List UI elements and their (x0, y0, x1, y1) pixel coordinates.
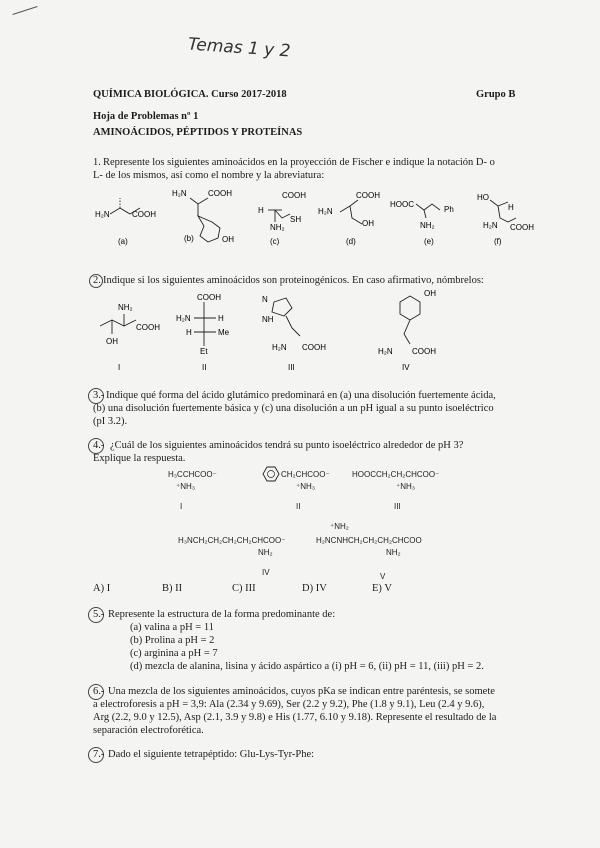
q4-structure-IV: H₃NCH₂CH₂CH₂CH₂CHCOO⁻ (178, 536, 286, 545)
label-IV: IV (402, 363, 410, 372)
q3-line-1: Indique qué forma del ácido glutámico predominará en (a) una disolución fuertemente ácida, (106, 390, 496, 401)
q7-text: Dado el siguiente tetrapéptido: Glu-Lys-Tyr-Phe: (108, 749, 315, 760)
I-oh: OH (106, 337, 118, 346)
e-ph: Ph (444, 205, 454, 214)
option-a: A) I (93, 583, 111, 594)
q4-roman-V: V (380, 572, 386, 581)
q2-structures (90, 288, 470, 376)
q5-item-b: (b) Prolina a pH = 2 (130, 635, 215, 646)
II-me: Me (218, 328, 230, 337)
label-f: (f) (494, 237, 502, 246)
II-h1: H (218, 314, 224, 323)
structure-III (272, 298, 300, 336)
label-b: (b) (184, 234, 194, 243)
q4-structure-IV-sub: NH₂ (258, 548, 273, 557)
c-h: H (258, 206, 264, 215)
label-d: (d) (346, 237, 356, 246)
I-nh2: NH₂ (118, 303, 133, 312)
d-h2n: H₂N (318, 207, 333, 216)
II-h2: H (186, 328, 192, 337)
pen-mark (12, 6, 37, 15)
b-h2n: H₂N (172, 189, 187, 198)
q1-text-2: L- de los mismos, así como el nombre y la abreviatura: (93, 170, 325, 181)
IV-cooh: COOH (412, 347, 436, 356)
q4-line-1: ¿Cuál de los siguientes aminoácidos tendrá su punto isoeléctrico alrededor de pH 3? (110, 440, 464, 451)
c-sh: SH (290, 215, 302, 224)
label-II: II (202, 363, 207, 372)
structure-IV (400, 296, 420, 344)
q1-text-1: Represente los siguientes aminoácidos en la proyección de Fischer e indique la notación D- o (103, 157, 495, 168)
sheet-title: Hoja de Problemas nº 1 (93, 111, 199, 122)
option-c: C) III (232, 583, 256, 594)
q3-line-2: (b) una disolución fuertemente básica y (c) una disolución a un pH igual a su punto isoeléctrico (93, 403, 494, 414)
label-c: (c) (270, 237, 280, 246)
II-h2n: H₂N (176, 314, 191, 323)
q4-structure-V-sub: NH₂ (386, 548, 401, 557)
q3-line-3: (pI 3.2). (93, 416, 128, 427)
q4-line-2: Explique la respuesta. (93, 453, 186, 464)
q6-line-4: separación electroforética. (93, 725, 204, 736)
IV-oh: OH (424, 289, 436, 298)
f-ho: HO (477, 193, 489, 202)
q4-structure-III-sub: ⁺NH₃ (396, 482, 416, 491)
q4-roman-IV: IV (262, 568, 270, 577)
q6-line-3: Arg (2.2, 9.0 y 12.5), Asp (2.1, 3.9 y 9.8) e His (1.77, 6.10 y 9.18). Represente el resultado de la (93, 712, 497, 723)
f-h2n: H₂N (483, 221, 498, 230)
q4-structure-I-sub: ⁺NH₃ (176, 482, 196, 491)
e-nh2: NH₂ (420, 221, 435, 230)
III-n: N (262, 295, 268, 304)
e-hooc: HOOC (390, 200, 414, 209)
d-cooh: COOH (356, 191, 380, 200)
q4-roman-II: II (296, 502, 301, 511)
c-cooh: COOH (282, 191, 306, 200)
label-III: III (288, 363, 295, 372)
course-title: QUÍMICA BIOLÓGICA. Curso 2017-2018 (93, 89, 287, 100)
q4-roman-I: I (180, 502, 183, 511)
q4-structure-III: HOOCCH₂CH₂CHCOO⁻ (352, 470, 440, 479)
IV-h2n: H₂N (378, 347, 393, 356)
option-e: E) V (372, 583, 392, 594)
q6-line-2: a electroforesis a pH = 3,9: Ala (2.34 y 9.69), Ser (2.2 y 9.2), Phe (1.8 y 9.1), Leu (2.4 y 9.6), (93, 699, 485, 710)
label-I: I (118, 363, 121, 372)
q5-item-a: (a) valina a pH = 11 (130, 622, 214, 633)
structure-c (268, 210, 290, 222)
a-h2n: H₂N (95, 210, 110, 219)
group-label: Grupo B (476, 89, 516, 100)
structure-I (100, 314, 136, 334)
structure-e (416, 204, 440, 218)
q5-text: Represente la estructura de la forma predominante de: (108, 609, 336, 620)
handwritten-note: Temas 1 y 2 (187, 34, 292, 62)
III-cooh: COOH (302, 343, 326, 352)
label-e: (e) (424, 237, 434, 246)
q4-roman-III: III (394, 502, 401, 511)
q1-number: 1. (93, 157, 101, 168)
structure-II (194, 302, 216, 346)
q4-structure-V: H₂NCNHCH₂CH₂CH₂CHCOO (316, 536, 422, 545)
label-a: (a) (118, 237, 128, 246)
q5-number: 5.- (93, 609, 105, 620)
structure-b (190, 198, 220, 242)
a-cooh: COOH (132, 210, 156, 219)
d-oh: OH (362, 219, 374, 228)
q6-line-1: Una mezcla de los siguientes aminoácidos, cuyos pKa se indican entre paréntesis, se somete (108, 686, 495, 697)
q6-number: 6.- (93, 686, 105, 697)
q4-structure-II-sub: ⁺NH₃ (296, 482, 316, 491)
q4-structure-II: CH₂CHCOO⁻ (281, 470, 330, 479)
q2-number: 2. (93, 275, 101, 286)
f-cooh: COOH (510, 223, 534, 232)
II-cooh: COOH (197, 293, 221, 302)
I-cooh: COOH (136, 323, 160, 332)
II-et: Et (200, 347, 208, 356)
q3-number: 3.- (93, 390, 105, 401)
q7-number: 7.- (93, 749, 105, 760)
f-h: H (508, 203, 514, 212)
benzene-ring-icon (262, 466, 280, 482)
q5-item-c: (c) arginina a pH = 7 (130, 648, 218, 659)
q4-number: 4.- (93, 440, 105, 451)
III-nh: NH (262, 315, 274, 324)
option-d: D) IV (302, 583, 327, 594)
structure-d (340, 200, 362, 224)
q4-structure-I: H₃CCHCOO⁻ (168, 470, 217, 479)
q5-item-d: (d) mezcla de alanina, lisina y ácido aspártico a (i) pH = 6, (ii) pH = 11, (iii) pH = 2. (130, 661, 484, 672)
b-cooh: COOH (208, 189, 232, 198)
q4-structure-V-top: ⁺NH₂ (330, 522, 349, 531)
option-b: B) II (162, 583, 183, 594)
topic-title: AMINOÁCIDOS, PÉPTIDOS Y PROTEÍNAS (93, 127, 303, 138)
III-h2n: H₂N (272, 343, 287, 352)
q1-structures (90, 186, 534, 256)
b-oh: OH (222, 235, 234, 244)
q2-text: Indique si los siguientes aminoácidos son proteinogénicos. En caso afirmativo, nómbrelos: (103, 275, 484, 286)
c-nh2: NH₂ (270, 223, 285, 232)
